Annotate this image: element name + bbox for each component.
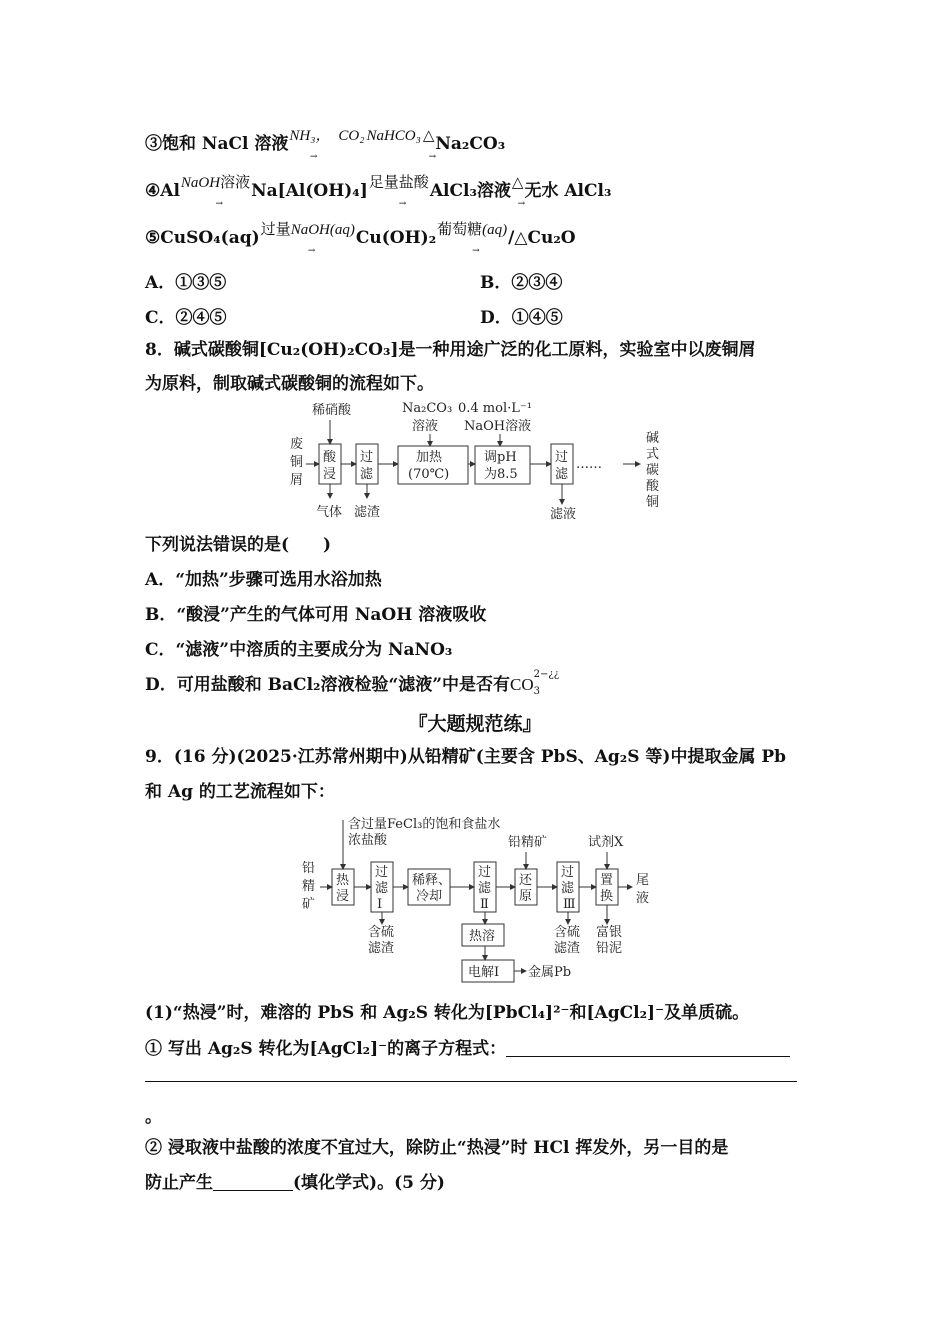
q9-reagent-3: 试剂X [588, 835, 624, 850]
q9-stem-line2: 和 Ag 的工艺流程如下： [145, 782, 335, 802]
q9-out-3a: 富银 [596, 925, 623, 940]
q9-out-1a: 含硫 [368, 925, 395, 940]
q9-box-4c: Ⅱ [480, 897, 489, 912]
q8-box-1b: 浸 [323, 467, 337, 482]
q8-product-1: 碱 [646, 431, 660, 446]
q8-question: 下列说法错误的是( ) [145, 535, 332, 555]
q8-product-3: 碳 [646, 463, 660, 478]
q8-product-2: 式 [646, 447, 660, 462]
q9-tail-2: 液 [636, 891, 650, 906]
q8-option-b[interactable]: B．“酸浸”产生的气体可用 NaOH 溶液吸收 [145, 605, 487, 625]
q8-box-5b: 滤 [555, 467, 569, 482]
q9-out-3b: 铅泥 [596, 941, 623, 956]
q9-stem-line1: 9．(16 分)(2025·江苏常州期中)从铅精矿(主要含 PbS、Ag₂S 等)中提取金属 Pb [145, 747, 787, 767]
q9-box-2b: 滤 [375, 881, 389, 896]
q8-flowchart [280, 396, 680, 526]
q8-reagent-1: 稀硝酸 [312, 403, 352, 418]
q9-box-6a: 过 [561, 865, 575, 880]
q9-sub1-2-line2: 防止产生 (填化学式)。(5 分) [145, 1173, 445, 1193]
q9-period: 。 [145, 1107, 162, 1127]
q8-reagent-2b: 溶液 [412, 419, 439, 434]
q7-option-a[interactable]: A．①③⑤ [145, 273, 227, 293]
q7-item-3: ③饱和 NaCl 溶液NH₃， → CO₂ NaHCO₃ △ → Na₂CO₃ [145, 128, 506, 162]
answer-blank-line[interactable] [145, 1081, 797, 1082]
q9-sub1: (1)“热浸”时，难溶的 PbS 和 Ag₂S 转化为[PbCl₄]²⁻和[AgCl₂]⁻及单质硫。 [145, 1003, 750, 1023]
q8-product-5: 铜 [646, 495, 660, 510]
q8-input-1: 废 [290, 437, 304, 452]
q9-reagent-1a: 含过量FeCl₃的饱和食盐水 [348, 817, 501, 832]
q8-stem-line2: 为原料，制取碱式碳酸铜的流程如下。 [145, 374, 434, 394]
q7-item-5: ⑤CuSO₄(aq)过量NaOH(aq) → Cu(OH)₂葡萄糖(aq) → /△Cu₂O [145, 222, 576, 256]
reaction-arrow: CO₂ [338, 128, 365, 144]
q8-box-4a: 调pH [484, 450, 517, 465]
q9-box-4b: 滤 [478, 881, 492, 896]
q8-product-4: 酸 [646, 479, 660, 494]
q9-box-6b: 滤 [561, 881, 575, 896]
answer-blank-2[interactable] [213, 1176, 293, 1191]
q8-option-a[interactable]: A．“加热”步骤可选用水浴加热 [145, 570, 382, 590]
q9-out-1b: 滤渣 [368, 941, 395, 956]
q9-box-7a: 置 [600, 873, 614, 888]
reaction-arrow: 过量NaOH(aq) → [260, 222, 355, 256]
q8-box-3b: (70℃) [408, 467, 450, 482]
q8-option-c[interactable]: C．“滤液”中溶质的主要成分为 NaNO₃ [145, 640, 453, 660]
q9-input-3: 矿 [302, 897, 316, 912]
q9-box-1a: 热 [336, 873, 350, 888]
q9-input-1: 铅 [302, 861, 316, 876]
q9-box-4a: 过 [478, 865, 492, 880]
q8-box-3a: 加热 [416, 450, 443, 465]
q9-flowchart [298, 812, 668, 987]
q7-option-b[interactable]: B．②③④ [480, 273, 563, 293]
reaction-arrow: 足量盐酸 → [368, 175, 429, 209]
q8-out-residue: 滤渣 [354, 505, 381, 520]
q9-box-3b: 冷却 [416, 889, 443, 904]
q9-tail-1: 尾 [636, 873, 650, 888]
heat-arrow: △ → [422, 128, 437, 162]
q9-sub1-2-line1: ② 浸取液中盐酸的浓度不宜过大，除防止“热浸”时 HCl 挥发外，另一目的是 [145, 1138, 729, 1158]
q9-box-2c: Ⅰ [377, 897, 383, 912]
q9-reagent-2: 铅精矿 [508, 835, 548, 850]
q9-out-2a: 含硫 [554, 925, 581, 940]
q8-box-1a: 酸 [323, 450, 337, 465]
section-header: 『大题规范练』 [408, 713, 542, 735]
heat-arrow: △ → [511, 175, 526, 209]
q9-box-electrolysis: 电解Ⅰ [468, 965, 500, 980]
q9-box-7b: 换 [600, 889, 614, 904]
q9-box-5a: 还 [519, 873, 533, 888]
q9-box-1b: 浸 [336, 889, 350, 904]
q9-box-hot-dissolve: 热溶 [469, 929, 496, 944]
q7-item-4: ④AlNaOH溶液 → Na[Al(OH)₄]足量盐酸 → AlCl₃溶液△ → 无水 AlCl₃ [145, 175, 612, 209]
q8-input-2: 铜 [290, 455, 304, 470]
q9-out-2b: 滤渣 [554, 941, 581, 956]
reaction-arrow: NH₃， → [289, 128, 331, 162]
q8-input-3: 屑 [290, 473, 304, 488]
q8-out-filtrate: 滤液 [550, 507, 577, 522]
q8-box-5a: 过 [555, 450, 569, 465]
q9-metal-pb: 金属Pb [528, 965, 572, 980]
q8-out-gas: 气体 [316, 505, 343, 520]
q7-option-c[interactable]: C．②④⑤ [145, 308, 227, 328]
q8-option-d[interactable]: D．可用盐酸和 BaCl₂溶液检验“滤液”中是否有CO 2−¿¿ $_3$ [145, 669, 560, 697]
q9-reagent-1b: 浓盐酸 [348, 833, 388, 848]
q8-box-2b: 滤 [360, 467, 374, 482]
q8-dots: …… [576, 457, 602, 472]
q8-reagent-3b: NaOH溶液 [464, 419, 532, 434]
q8-reagent-2a: Na₂CO₃ [402, 401, 453, 416]
q9-box-2a: 过 [375, 865, 389, 880]
q9-sub1-1: ① 写出 Ag₂S 转化为[AgCl₂]⁻的离子方程式： [145, 1038, 790, 1060]
q8-box-4b: 为8.5 [484, 467, 518, 482]
q9-box-3a: 稀释、 [412, 873, 452, 888]
q9-box-6c: Ⅲ [563, 897, 576, 912]
q7-option-d[interactable]: D．①④⑤ [480, 308, 563, 328]
q8-reagent-3a: 0.4 mol·L⁻¹ [458, 401, 532, 416]
answer-blank-1[interactable] [506, 1042, 790, 1057]
q9-box-5b: 原 [519, 889, 533, 904]
q9-input-2: 精 [302, 879, 316, 894]
reaction-arrow: NaOH溶液 → [180, 175, 251, 209]
q8-box-2a: 过 [360, 450, 374, 465]
q8-stem-line1: 8．碱式碳酸铜[Cu₂(OH)₂CO₃]是一种用途广泛的化工原料，实验室中以废铜屑 [145, 340, 756, 360]
reaction-arrow: 葡萄糖(aq) → [437, 222, 508, 256]
